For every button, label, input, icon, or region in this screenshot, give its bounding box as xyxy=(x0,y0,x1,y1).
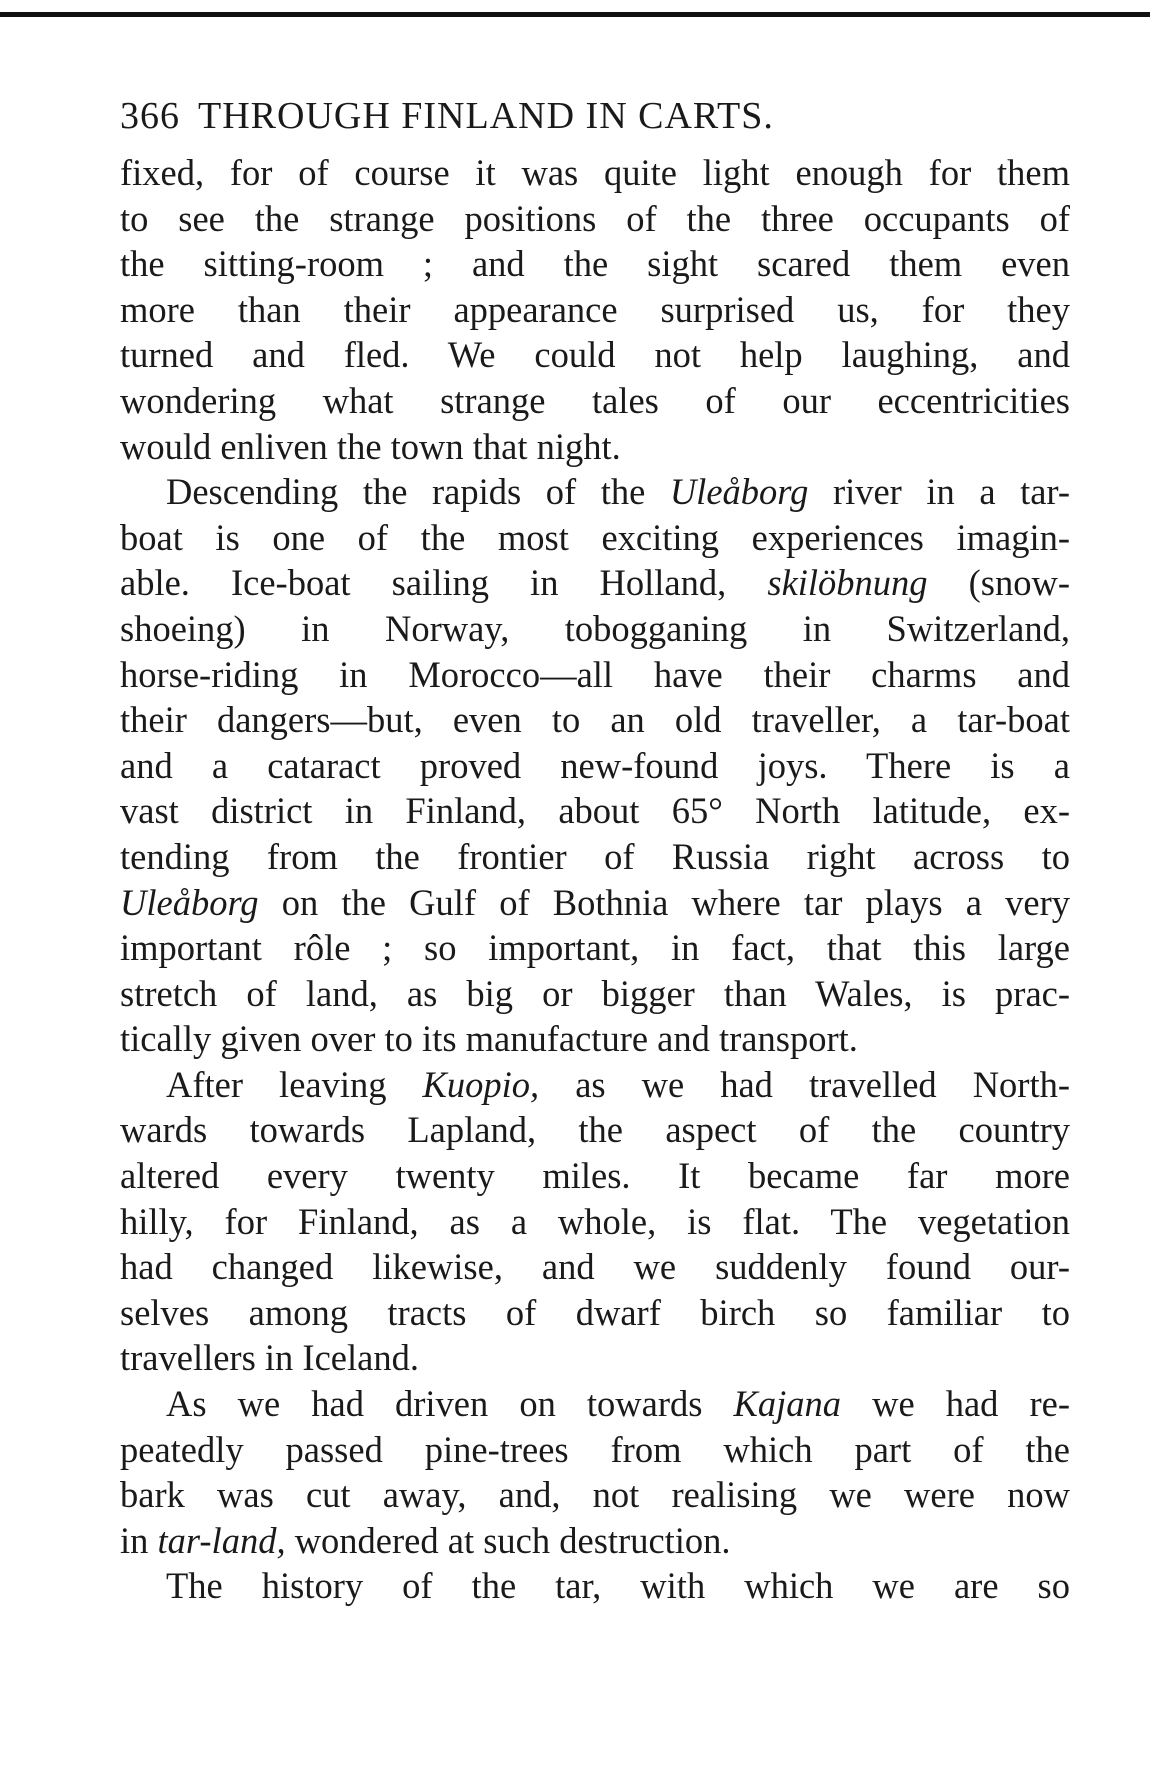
text-line: would enliven the town that night. xyxy=(120,425,621,467)
text-line: peatedly passed pine-trees from which part of the xyxy=(120,1428,1070,1470)
top-rule xyxy=(0,12,1150,17)
text-line: and a cataract proved new-found joys. There is a xyxy=(120,744,1070,786)
text-line: their dangers—but, even to an old traveller, a tar-boat xyxy=(120,699,1070,741)
text-line: altered every twenty miles. It became far more xyxy=(120,1155,1070,1197)
text-line: hilly, for Finland, as a whole, is flat. The vegetation xyxy=(120,1200,1070,1242)
italic-phrase: Uleåborg xyxy=(120,881,259,923)
text-line: The history of the tar, with which we are so xyxy=(166,1565,1070,1607)
italic-phrase: Kuopio, xyxy=(422,1063,540,1105)
text-line: important rôle ; so important, in fact, that this large xyxy=(120,927,1070,969)
text-line: After leaving Kuopio, as we had travelled North- xyxy=(166,1063,1070,1105)
text-line: stretch of land, as big or bigger than Wales, is prac- xyxy=(120,972,1070,1014)
text-line: Uleåborg on the Gulf of Bothnia where tar plays a very xyxy=(120,881,1070,923)
text-line: in tar-land, wondered at such destruction. xyxy=(120,1519,731,1561)
running-title: THROUGH FINLAND IN CARTS. xyxy=(198,95,774,137)
body-text xyxy=(120,150,1070,1609)
text-line: travellers in Iceland. xyxy=(120,1337,419,1379)
text-line: wondering what strange tales of our eccentricities xyxy=(120,379,1070,421)
text-line: vast district in Finland, about 65° North latitude, ex- xyxy=(120,790,1070,832)
text-line: boat is one of the most exciting experiences imagin- xyxy=(120,516,1070,558)
text-line: able. Ice-boat sailing in Holland, skilöbnung (snow- xyxy=(120,562,1070,604)
text-line: bark was cut away, and, not realising we were now xyxy=(120,1474,1070,1516)
text-line: horse-riding in Morocco—all have their charms and xyxy=(120,653,1070,695)
italic-phrase: Uleåborg xyxy=(669,471,809,513)
italic-phrase: tar-land, xyxy=(157,1519,286,1561)
text-line: to see the strange positions of the three occupants of xyxy=(120,197,1070,239)
text-line: tending from the frontier of Russia right across to xyxy=(120,835,1070,877)
running-head xyxy=(120,92,1070,140)
text-line: the sitting-room ; and the sight scared them even xyxy=(120,243,1070,285)
text-line: tically given over to its manufacture and transport. xyxy=(120,1018,858,1060)
text-line: fixed, for of course it was quite light enough for them xyxy=(120,152,1070,193)
text-line: wards towards Lapland, the aspect of the country xyxy=(120,1109,1070,1151)
text-line: shoeing) in Norway, tobogganing in Switzerland, xyxy=(120,607,1070,649)
text-line: had changed likewise, and we suddenly found our- xyxy=(120,1246,1070,1288)
text-line: Descending the rapids of the Uleåborg river in a tar- xyxy=(166,471,1070,513)
text-line: selves among tracts of dwarf birch so familiar to xyxy=(120,1291,1070,1333)
text-line: As we had driven on towards Kajana we had re- xyxy=(166,1383,1070,1425)
italic-phrase: Kajana xyxy=(733,1383,842,1425)
italic-phrase: skilöbnung xyxy=(767,562,928,604)
page-number: 366 xyxy=(120,95,180,137)
book-page xyxy=(120,92,1070,1609)
text-line: turned and fled. We could not help laughing, and xyxy=(120,334,1070,376)
text-line: more than their appearance surprised us, for they xyxy=(120,288,1070,330)
